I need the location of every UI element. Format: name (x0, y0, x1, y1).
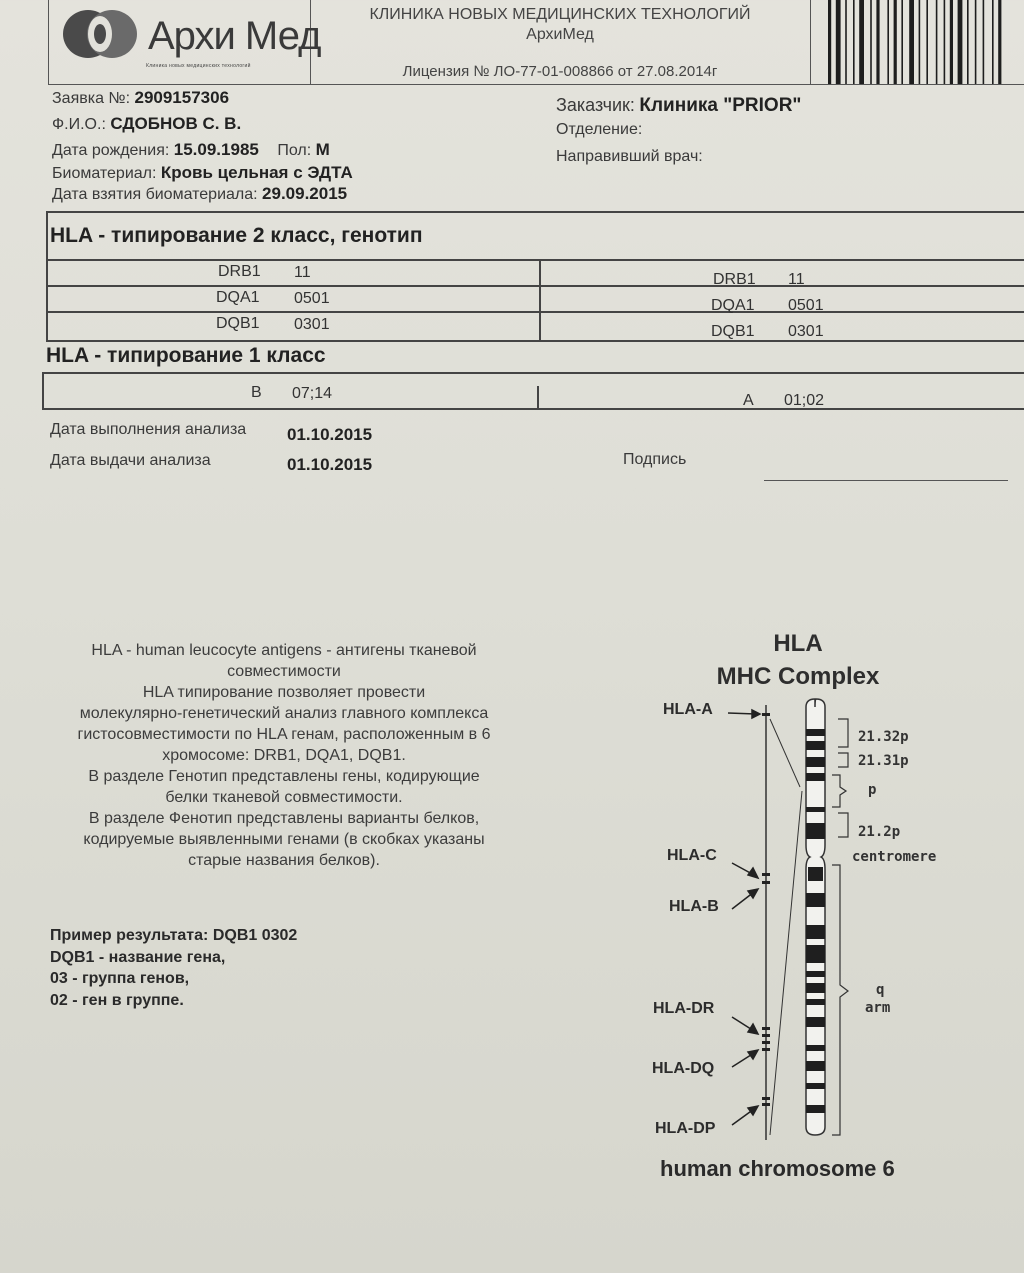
arrow-hla-a-head (752, 710, 760, 718)
logo-icon (62, 8, 138, 60)
department-label: Отделение: (556, 121, 643, 138)
class1-left-gene: B (251, 384, 262, 401)
signature-label: Подпись (623, 451, 687, 468)
explanation-line: белки тканевой совместимости. (165, 789, 403, 806)
example-line: 03 - группа генов, (50, 970, 190, 987)
explanation-line: совместимости (227, 663, 341, 680)
class2-title: HLA - типирование 2 класс, генотип (50, 224, 423, 247)
biomaterial-value: Кровь цельная с ЭДТА (160, 163, 353, 182)
table-line (537, 386, 539, 410)
arrow-hla-dr-head (748, 1024, 758, 1034)
band-label-21-31p: 21.31p (858, 753, 909, 769)
class2-left-gene: DRB1 (218, 263, 261, 280)
band-label-arm: arm (865, 1000, 891, 1016)
class2-left-allele: 11 (294, 264, 311, 281)
band-label-q: q (876, 982, 885, 998)
clinic-name: КЛИНИКА НОВЫХ МЕДИЦИНСКИХ ТЕХНОЛОГИЙ (369, 6, 751, 23)
biomaterial-row (52, 163, 353, 183)
class2-left-gene: DQA1 (216, 289, 260, 306)
barcode-bar (992, 0, 994, 84)
barcode-bar (859, 0, 864, 84)
barcode-bar (958, 0, 963, 84)
barcode-bar (845, 0, 847, 84)
class2-left-allele: 0501 (294, 290, 330, 307)
explanation-line: В разделе Генотип представлены гены, кодирующие (88, 768, 480, 785)
class1-left-allele: 07;14 (292, 385, 333, 402)
gene-label-hla-a: HLA-A (663, 701, 713, 718)
logo-tagline: Клиника новых медицинских технологий (146, 63, 251, 69)
dob-row (52, 140, 330, 160)
explanation-line: HLA - human leucocyte antigens - антигены тканевой (91, 642, 477, 659)
name-row (52, 114, 241, 134)
order-row (52, 88, 229, 108)
barcode-bar (983, 0, 985, 84)
band-label-21-32p: 21.32p (858, 729, 909, 745)
explanation-line: кодируемые выявленными генами (в скобках указаны (83, 831, 485, 848)
gene-label-hla-c: HLA-C (667, 847, 717, 864)
band-label-centromere: centromere (852, 849, 937, 865)
customer-label: Заказчик: (556, 95, 635, 115)
class2-right-gene: DQA1 (711, 297, 755, 314)
bracket-q-arm (832, 865, 848, 1135)
barcode-bar (975, 0, 977, 84)
barcode-bar (901, 0, 903, 84)
class2-left-allele: 0301 (294, 316, 330, 333)
logo-text: Архи Мед (148, 14, 321, 58)
barcode-bar (870, 0, 872, 84)
table-line (42, 372, 44, 410)
dob-value: 15.09.1985 (173, 140, 259, 159)
biomaterial-label: Биоматериал: (52, 165, 157, 182)
name-label: Ф.И.О.: (52, 116, 106, 133)
clinic-short-name: АрхиМед (526, 26, 594, 43)
barcode-bar (887, 0, 889, 84)
sex-label: Пол: (277, 142, 312, 159)
gene-label-hla-b: HLA-B (669, 898, 719, 915)
patient-name: СДОБНОВ С. В. (110, 114, 242, 133)
barcode-bar (909, 0, 914, 84)
example-line: Пример результата: DQB1 0302 (50, 927, 298, 944)
order-label: Заявка №: (52, 90, 131, 107)
bracket-21-2p (838, 813, 848, 837)
barcode-bar (967, 0, 969, 84)
example-line: 02 - ген в группе. (50, 991, 184, 1009)
barcode-bar (836, 0, 841, 84)
barcode-bar (950, 0, 953, 84)
barcode-bar (998, 0, 1001, 84)
customer-value: Клиника "PRIOR" (639, 95, 802, 116)
arrow-hla-b-head (748, 889, 758, 898)
arrow-hla-c-head (748, 868, 758, 878)
class1-right-gene: A (743, 392, 754, 409)
table-line (42, 372, 1024, 374)
barcode-bar (944, 0, 946, 84)
table-line (46, 211, 48, 342)
arrow-hla-dq-head (748, 1050, 758, 1059)
issue-date-label: Дата выдачи анализа (50, 452, 211, 469)
diagram-caption: human chromosome 6 (660, 1156, 895, 1181)
example-line: DQB1 - название гена, (50, 948, 226, 966)
analysis-date-label: Дата выполнения анализа (50, 421, 247, 438)
order-number: 2909157306 (134, 88, 230, 107)
connector-line (770, 719, 800, 787)
barcode-bar (926, 0, 928, 84)
analysis-date-value: 01.10.2015 (287, 425, 373, 444)
table-line (46, 259, 1024, 261)
barcode-bar (936, 0, 938, 84)
connector-line (770, 791, 802, 1135)
sample-date-row (52, 184, 347, 204)
explanation-line: старые названия белков). (188, 852, 380, 869)
table-line (46, 311, 1024, 313)
barcode-bar (919, 0, 921, 84)
explanation-text (44, 640, 524, 871)
explanation-line: хромосоме: DRB1, DQA1, DQB1. (162, 747, 406, 764)
chromosome-diagram (640, 695, 980, 1155)
signature-line (764, 480, 1008, 481)
table-line (46, 211, 1024, 213)
sample-date-label: Дата взятия биоматериала: (52, 186, 258, 203)
barcode (828, 0, 1014, 84)
class2-left-gene: DQB1 (216, 315, 260, 332)
gene-label-hla-dp: HLA-DP (655, 1120, 716, 1137)
diagram-title-hla: HLA (773, 630, 823, 657)
explanation-line: гистосовместимости по HLA генам, расположенным в 6 (77, 726, 491, 743)
bracket-21-32p (838, 719, 848, 747)
band-label-p: p (868, 782, 877, 798)
class2-right-allele: 0501 (788, 297, 824, 314)
table-line (539, 259, 541, 342)
issue-date-value: 01.10.2015 (287, 455, 373, 474)
class1-title: HLA - типирование 1 класс (46, 344, 326, 367)
class2-right-gene: DQB1 (711, 323, 755, 340)
sample-date-value: 29.09.2015 (262, 184, 348, 203)
bracket-21-31p (838, 753, 848, 767)
diagram-title-mhc: MHC Complex (716, 663, 880, 690)
explanation-line: молекулярно-генетический анализ главного комплекса (79, 705, 489, 722)
referring-doctor-label: Направивший врач: (556, 148, 703, 165)
gene-label-hla-dr: HLA-DR (653, 1000, 715, 1017)
barcode-bar (853, 0, 855, 84)
table-line (46, 340, 1024, 342)
gene-label-hla-dq: HLA-DQ (652, 1060, 715, 1077)
table-line (46, 285, 1024, 287)
barcode-bar (876, 0, 879, 84)
class1-right-allele: 01;02 (784, 392, 825, 409)
sex-value: М (315, 140, 330, 159)
chromosome-6 (806, 699, 825, 1135)
dob-label: Дата рождения: (52, 142, 170, 159)
barcode-bar (828, 0, 831, 84)
result-example (50, 925, 297, 1011)
explanation-line: В разделе Фенотип представлены варианты белков, (88, 810, 480, 827)
class2-right-gene: DRB1 (713, 271, 756, 288)
explanation-line: HLA типирование позволяет провести (142, 684, 426, 701)
table-line (42, 408, 1024, 410)
class2-right-allele: 11 (788, 271, 805, 288)
barcode-bar (894, 0, 897, 84)
arrow-hla-dp-head (748, 1106, 758, 1115)
bracket-p (832, 775, 846, 807)
class2-right-allele: 0301 (788, 323, 824, 340)
customer-row (556, 95, 801, 117)
band-label-21-2p: 21.2p (858, 824, 901, 840)
license-text: Лицензия № ЛО-77-01-008866 от 27.08.2014г (402, 63, 718, 80)
